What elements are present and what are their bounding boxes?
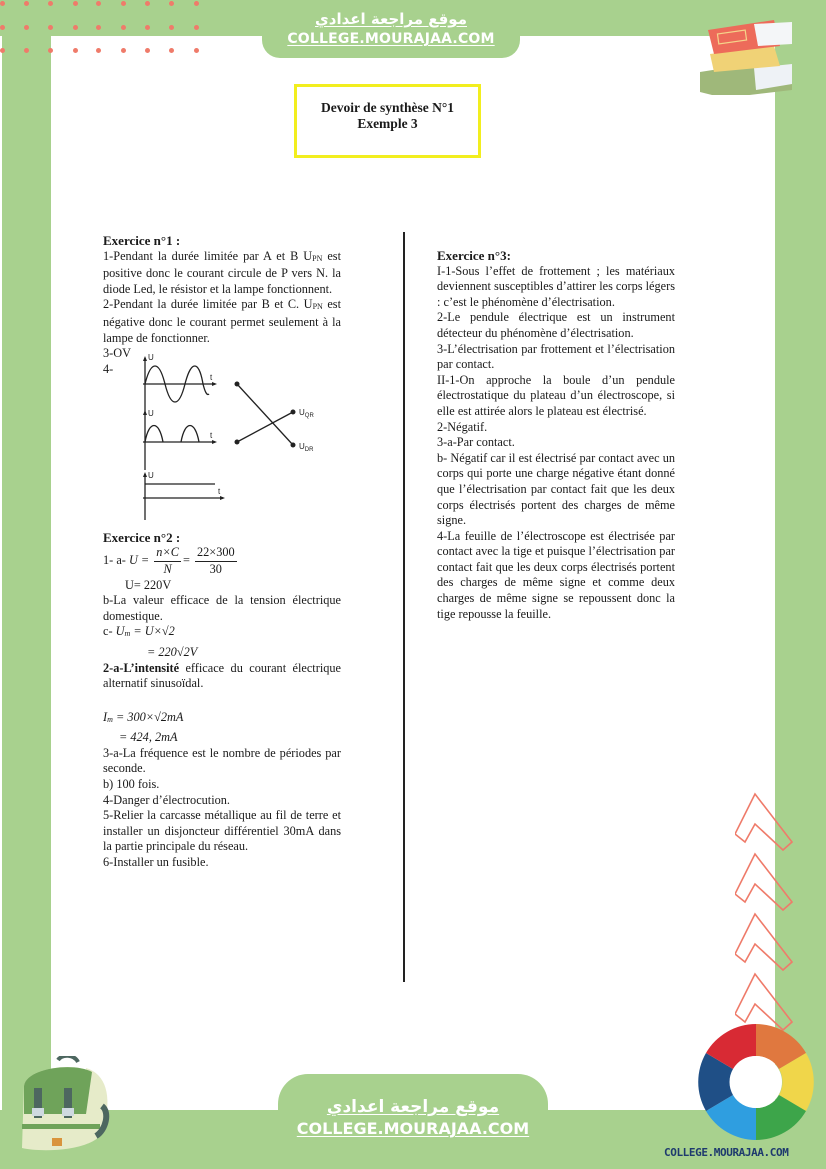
ex3-answer-II-4: 4-La feuille de l’électroscope est électrisée par contact avec la tige et puisque l’électrisation par contact fait que les deux corps électrisés portent des charges de même signe et comme deux charges de même signe se repoussent donc la tige repousse la feuille.: [437, 528, 675, 621]
document-title-box: [294, 84, 481, 158]
site-name-arabic[interactable]: موقع مراجعة اعدادي: [315, 10, 467, 28]
ex2-answer-1a: 1- a- U = $\frac{n\times C}{N}$ = $\frac{22\times 300}{30}$: [103, 545, 235, 576]
ex3-answer-II-3a: 3-a-Par contact.: [437, 435, 515, 450]
site-footer-tab[interactable]: [278, 1074, 548, 1169]
ex3-answer-II-2: 2-Négatif.: [437, 419, 488, 434]
ex2-answer-1b: b-La valeur efficace de la tension électrique domestique.: [103, 593, 341, 623]
college-logo-wheel-icon: [696, 1022, 816, 1142]
footer-site-url-link[interactable]: COLLEGE.MOURAJAA.COM: [296, 1119, 530, 1138]
svg-text:UQR: $U_{QR}$: [299, 407, 314, 419]
svg-text:t: t: [218, 486, 221, 496]
ex2-answer-5: 5-Relier la carcasse métallique au fil de terre et installer un disjoncteur différentiel 30mA dans la partie principale du réseau.: [103, 808, 341, 854]
ex1-answer-1: 1-Pendant la durée limitée par A et B $U_{PN}$ est positive donc le courant circule de P vers N. la diode Led, le résistor et la lampe fonctionnent.: [103, 248, 342, 296]
voltage-graphs-diagram: [103, 352, 341, 520]
left-frame-strip: [2, 0, 51, 1169]
exercise-3-heading: Exercice n°3:: [437, 248, 511, 263]
footer-logo-text: COLLEGE.MOURAJAA.COM: [664, 1146, 789, 1159]
left-column: [103, 233, 341, 871]
right-column: [437, 248, 675, 622]
ex1-answer-2: 2-Pendant la durée limitée par B et C. $U_{PN}$ est négative donc le courant permet seulement à la lampe de fonctionner.: [103, 297, 342, 345]
exercise-1-heading: Exercice n°1 :: [103, 233, 181, 248]
ex2-answer-4: 4-Danger d’électrocution.: [103, 792, 231, 807]
ex3-answer-II-1: II-1-On approche la boule d’un pendule électrostatique du plateau d’un électroscope, si elle est attirée alors le plateau est électrisé.: [437, 372, 675, 418]
ex2-answer-1c: c- $U_m = U\times√2$: [103, 624, 175, 639]
books-stack-icon: [694, 10, 794, 95]
svg-text:U: U: [148, 408, 154, 418]
ex1-answer-4-label: 4-: [103, 361, 114, 376]
ex2-answer-1a-result: U= 220V: [125, 577, 172, 592]
svg-text:t: t: [210, 430, 213, 440]
site-url-link[interactable]: COLLEGE.MOURAJAA.COM: [287, 31, 495, 47]
ex2-answer-3a: 3-a-La fréquence est le nombre de périodes par seconde.: [103, 745, 341, 776]
ex2-answer-6: 6-Installer un fusible.: [103, 855, 209, 870]
svg-text:UDR: $U_{DR}$: [299, 441, 314, 453]
chevron-up-decorations-icon: [735, 792, 805, 1032]
ex3-answer-1: I-1-Sous l’effet de frottement ; les matériaux deviennent susceptibles d’attirer les corps légers : c’est le phénomène d’électrisation.: [437, 263, 675, 309]
svg-text:t: t: [210, 372, 213, 382]
ex2-answer-1c-result: = 220√2V: [147, 644, 198, 659]
ex3-answer-II-3b: b- Négatif car il est électrisé par contact avec un corps qui porte une charge négative étant donné que l’électrisation par contact fait que les deux corps électrisés portent des charges de même signe.: [437, 450, 675, 528]
ex2-im-formula: $I_m = 300\times√2mA$: [103, 709, 184, 724]
document-title: Devoir de synthèse N°1: [320, 100, 455, 115]
ex3-answer-2: 2-Le pendule électrique est un instrument détecteur du phénomène d’électrisation.: [437, 310, 675, 340]
footer-site-name-arabic[interactable]: موقع مراجعة اعدادي: [326, 1097, 500, 1117]
column-divider: [403, 232, 405, 982]
document-subtitle: Exemple 3: [357, 116, 418, 131]
exercise-2-heading: Exercice n°2 :: [103, 529, 181, 545]
ex2-answer-2a: 2-a-L’intensité efficace du courant électrique alternatif sinusoïdal.: [103, 660, 341, 691]
backpack-icon: [14, 1056, 114, 1156]
svg-text:U: U: [148, 352, 154, 362]
ex2-im-result: = 424, 2mA: [119, 730, 178, 745]
svg-text:U: U: [148, 470, 154, 480]
ex1-answer-3: 3-OV: [103, 346, 132, 361]
site-header-tab[interactable]: [262, 0, 520, 58]
ex2-answer-3b: b) 100 fois.: [103, 777, 160, 792]
ex3-answer-3: 3-L’électrisation par frottement et l’électrisation par contact.: [437, 341, 675, 372]
